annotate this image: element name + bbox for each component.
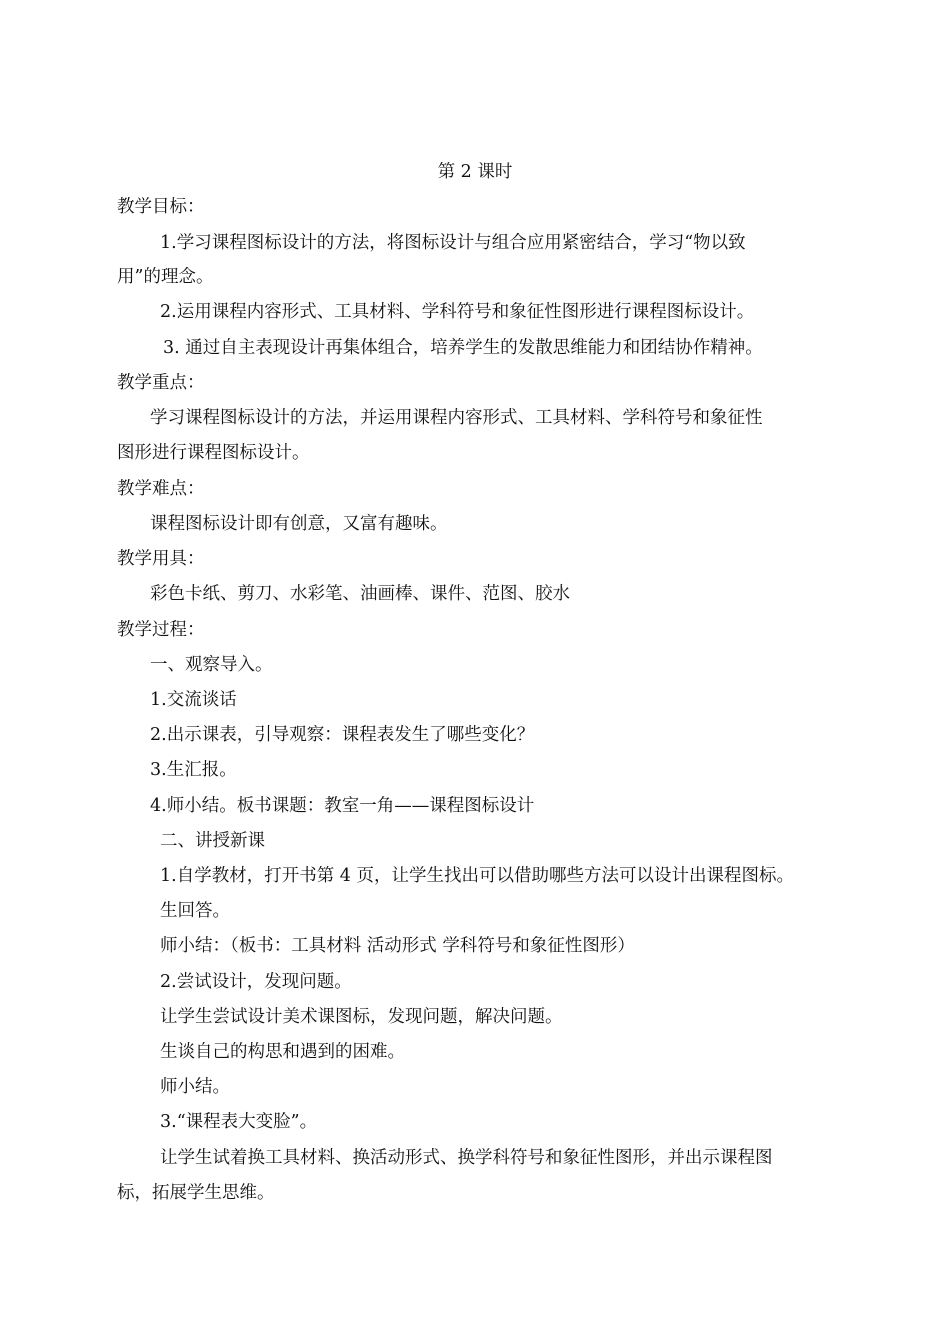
process-s1-item-2: 2.出示课表，引导观察：课程表发生了哪些变化？ <box>150 725 535 745</box>
tools-text: 彩色卡纸、剪刀、水彩笔、油画棒、课件、范图、胶水 <box>150 584 570 604</box>
difficulty-text: 课程图标设计即有创意，又富有趣味。 <box>150 514 448 534</box>
goal-item-3: 3. 通过自主表现设计再集体组合，培养学生的发散思维能力和团结协作精神。 <box>163 338 763 358</box>
process-s2-summary-1: 师小结：（板书：工具材料 活动形式 学科符号和象征性图形） <box>160 936 635 956</box>
tools-heading: 教学用具： <box>117 549 205 569</box>
process-heading: 教学过程： <box>117 620 205 640</box>
process-s2-item-1: 1.自学教材，打开书第 4 页，让学生找出可以借助哪些方法可以设计出课程图标。 <box>160 866 794 886</box>
process-s2-summary-2: 师小结。 <box>160 1077 230 1097</box>
key-point-text-cont: 图形进行课程图标设计。 <box>117 443 310 463</box>
process-s1-item-1: 1.交流谈话 <box>150 690 237 710</box>
goal-item-1-cont: 用”的理念。 <box>117 267 214 287</box>
goals-heading: 教学目标： <box>117 197 205 217</box>
key-point-heading: 教学重点： <box>117 373 205 393</box>
process-s2-answer: 生回答。 <box>160 901 230 921</box>
goal-item-2: 2.运用课程内容形式、工具材料、学科符号和象征性图形进行课程图标设计。 <box>160 302 755 322</box>
process-s1-item-4: 4.师小结。板书课题：教室一角——课程图标设计 <box>150 796 535 816</box>
difficulty-heading: 教学难点： <box>117 479 205 499</box>
goal-item-1: 1.学习课程图标设计的方法，将图标设计与组合应用紧密结合，学习“物以致 <box>160 233 746 253</box>
process-s2-item-2-talk: 生谈自己的构思和遇到的困难。 <box>160 1042 405 1062</box>
process-s2-item-2: 2.尝试设计，发现问题。 <box>160 972 352 992</box>
process-s2-item-3-text-cont: 标，拓展学生思维。 <box>117 1183 275 1203</box>
process-section-2: 二、讲授新课 <box>160 831 265 851</box>
key-point-text: 学习课程图标设计的方法，并运用课程内容形式、工具材料、学科符号和象征性 <box>150 408 763 428</box>
lesson-title: 第 2 课时 <box>437 162 513 182</box>
process-s2-item-3: 3.“课程表大变脸”。 <box>160 1112 318 1132</box>
process-s2-item-3-text: 让学生试着换工具材料、换活动形式、换学科符号和象征性图形，并出示课程图 <box>160 1148 773 1168</box>
process-s2-item-2-text: 让学生尝试设计美术课图标，发现问题，解决问题。 <box>160 1007 563 1027</box>
process-s1-item-3: 3.生汇报。 <box>150 760 237 780</box>
process-section-1: 一、观察导入。 <box>150 655 273 675</box>
